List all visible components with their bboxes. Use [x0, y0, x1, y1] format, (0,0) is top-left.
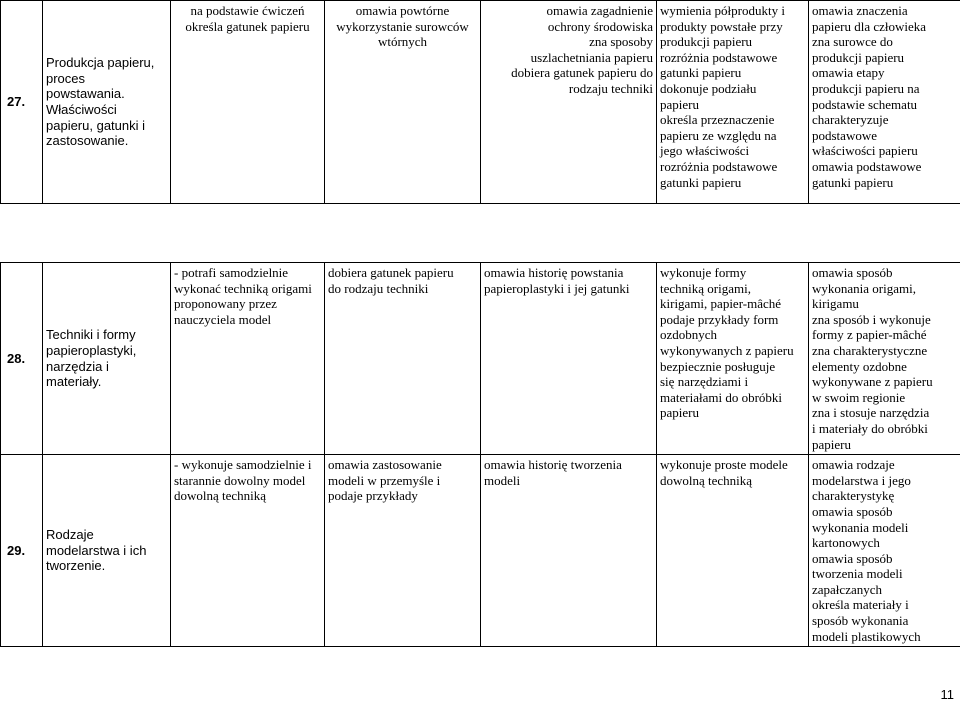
content-cell: [325, 1, 481, 204]
text-line: w swoim regionie: [812, 389, 906, 405]
lesson-topic: Techniki i formy papieroplastyki, narzędzia i materiały.: [43, 263, 171, 455]
text-line: omawia sposób: [812, 503, 893, 519]
text-line: techniką origami,: [660, 280, 751, 296]
text-line: sposób wykonania: [812, 613, 909, 629]
text-line: charakterystykę: [812, 488, 895, 504]
text-line: papieru dla człowieka: [812, 18, 927, 34]
text-line: nauczyciela model: [174, 311, 272, 327]
text-line: na podstawie ćwiczeń: [190, 3, 305, 18]
text-line: omawia powtórne: [355, 3, 450, 18]
text-line: wykonania modeli: [812, 519, 909, 535]
text-line: charakteryzuje: [812, 112, 889, 128]
text-line: dowolną techniką: [660, 472, 753, 488]
text-line: gatunki papieru: [660, 65, 742, 81]
text-line: wymienia półprodukty i: [660, 3, 785, 18]
text-line: gatunki papieru: [812, 174, 894, 190]
text-line: omawia zagadnienie: [546, 3, 653, 18]
text-line: omawia podstawowe: [812, 158, 922, 174]
table-row: [1, 1, 960, 204]
content-cell: [325, 455, 481, 647]
text-line: uszlachetniania papieru: [530, 49, 653, 65]
text-line: rodzaju techniki: [568, 80, 653, 96]
extended-requirements-cell: [657, 263, 809, 455]
text-line: elementy ozdobne: [812, 358, 907, 374]
text-line: zna i stosuje narzędzia: [812, 405, 930, 421]
text-line: i materiały do obróbki: [812, 420, 928, 436]
lesson-number: 27.: [1, 1, 43, 204]
text-line: zna sposoby: [589, 34, 653, 50]
text-line: produkcji papieru: [660, 34, 753, 50]
basic-requirements-cell: [481, 1, 657, 204]
text-line: produkcji papieru: [812, 49, 905, 65]
lesson-topic: Rodzaje modelarstwa i ich tworzenie.: [43, 455, 171, 647]
text-line: dobiera gatunek papieru do: [511, 65, 653, 81]
curriculum-table-row-27: [0, 0, 960, 204]
text-line: jego właściwości: [660, 143, 750, 159]
requirements-cell: [809, 1, 960, 204]
basic-requirements-cell: [481, 455, 657, 647]
text-line: omawia historię powstania: [484, 265, 624, 280]
basic-requirements-cell: [481, 263, 657, 455]
text-line: ochrony środowiska: [547, 18, 653, 34]
text-line: wykorzystanie surowców: [336, 18, 469, 34]
text-line: podstawie schematu: [812, 96, 918, 112]
procedures-cell: [171, 263, 325, 455]
text-line: określa materiały i: [812, 597, 909, 613]
text-line: modeli plastikowych: [812, 628, 921, 644]
text-line: wykonać techniką origami: [174, 280, 312, 296]
text-line: dowolną techniką: [174, 488, 267, 504]
text-line: wykonywane z papieru: [812, 374, 933, 390]
text-line: produkty powstałe przy: [660, 18, 783, 34]
table-row: [1, 455, 960, 647]
text-line: materiałami do obróbki: [660, 389, 783, 405]
text-line: papieru: [660, 96, 699, 112]
text-line: tworzenia modeli: [812, 566, 903, 582]
text-line: wtórnych: [377, 34, 428, 50]
text-line: rozróżnia podstawowe: [660, 158, 778, 174]
text-line: gatunki papieru: [660, 174, 742, 190]
text-line: zna charakterystyczne: [812, 342, 928, 358]
text-line: papieroplastyki i jej gatunki: [484, 280, 630, 296]
text-line: modeli: [484, 472, 521, 488]
table-row: [1, 263, 960, 455]
text-line: zna sposób i wykonuje: [812, 311, 931, 327]
text-line: określa gatunek papieru: [185, 18, 310, 34]
text-line: modeli w przemyśle i: [328, 472, 441, 488]
text-line: omawia zastosowanie: [328, 457, 442, 473]
text-line: bezpiecznie posługuje: [660, 358, 776, 374]
text-line: wykonuje formy: [660, 265, 747, 280]
text-line: podaje przykłady: [328, 488, 418, 504]
text-line: starannie dowolny model: [174, 472, 306, 488]
procedures-cell: [171, 1, 325, 204]
text-line: do rodzaju techniki: [328, 280, 429, 296]
text-line: ozdobnych: [660, 327, 718, 343]
text-line: omawia znaczenia: [812, 3, 908, 18]
text-line: omawia historię tworzenia: [484, 457, 622, 473]
text-line: rozróżnia podstawowe: [660, 49, 778, 65]
text-line: omawia etapy: [812, 65, 885, 81]
text-line: - wykonuje samodzielnie i: [174, 457, 312, 473]
lesson-topic: Produkcja papieru, proces powstawania. Właściwości papieru, gatunki i zastosowanie.: [43, 1, 171, 204]
requirements-cell: [809, 455, 960, 647]
text-line: zapałczanych: [812, 581, 883, 597]
text-line: podaje przykłady form: [660, 311, 779, 327]
text-line: właściwości papieru: [812, 143, 918, 159]
text-line: określa przeznaczenie: [660, 112, 775, 128]
text-line: - potrafi samodzielnie: [174, 265, 289, 280]
page-number: 11: [940, 687, 954, 702]
text-line: kartonowych: [812, 535, 880, 551]
extended-requirements-cell: [657, 1, 809, 204]
text-line: papieru: [660, 405, 699, 421]
text-line: produkcji papieru na: [812, 80, 920, 96]
text-line: papieru: [812, 436, 851, 452]
text-line: wykonania origami,: [812, 280, 916, 296]
text-line: zna surowce do: [812, 34, 893, 50]
text-line: dobiera gatunek papieru: [328, 265, 454, 280]
text-line: papieru ze względu na: [660, 127, 777, 143]
text-line: modelarstwa i jego: [812, 472, 911, 488]
text-line: wykonuje proste modele: [660, 457, 788, 473]
text-line: kirigamu: [812, 296, 859, 312]
text-line: omawia sposób: [812, 265, 893, 280]
curriculum-table-rows-28-29: [0, 262, 960, 647]
lesson-number: 29.: [1, 455, 43, 647]
text-line: podstawowe: [812, 127, 877, 143]
text-line: kirigami, papier-mâché: [660, 296, 782, 312]
text-line: omawia sposób: [812, 550, 893, 566]
procedures-cell: [171, 455, 325, 647]
text-line: wykonywanych z papieru: [660, 342, 794, 358]
text-line: się narzędziami i: [660, 374, 749, 390]
text-line: proponowany przez: [174, 296, 277, 312]
content-cell: [325, 263, 481, 455]
text-line: formy z papier-mâché: [812, 327, 927, 343]
requirements-cell: [809, 263, 960, 455]
text-line: omawia rodzaje: [812, 457, 895, 473]
extended-requirements-cell: [657, 455, 809, 647]
lesson-number: 28.: [1, 263, 43, 455]
text-line: dokonuje podziału: [660, 80, 757, 96]
